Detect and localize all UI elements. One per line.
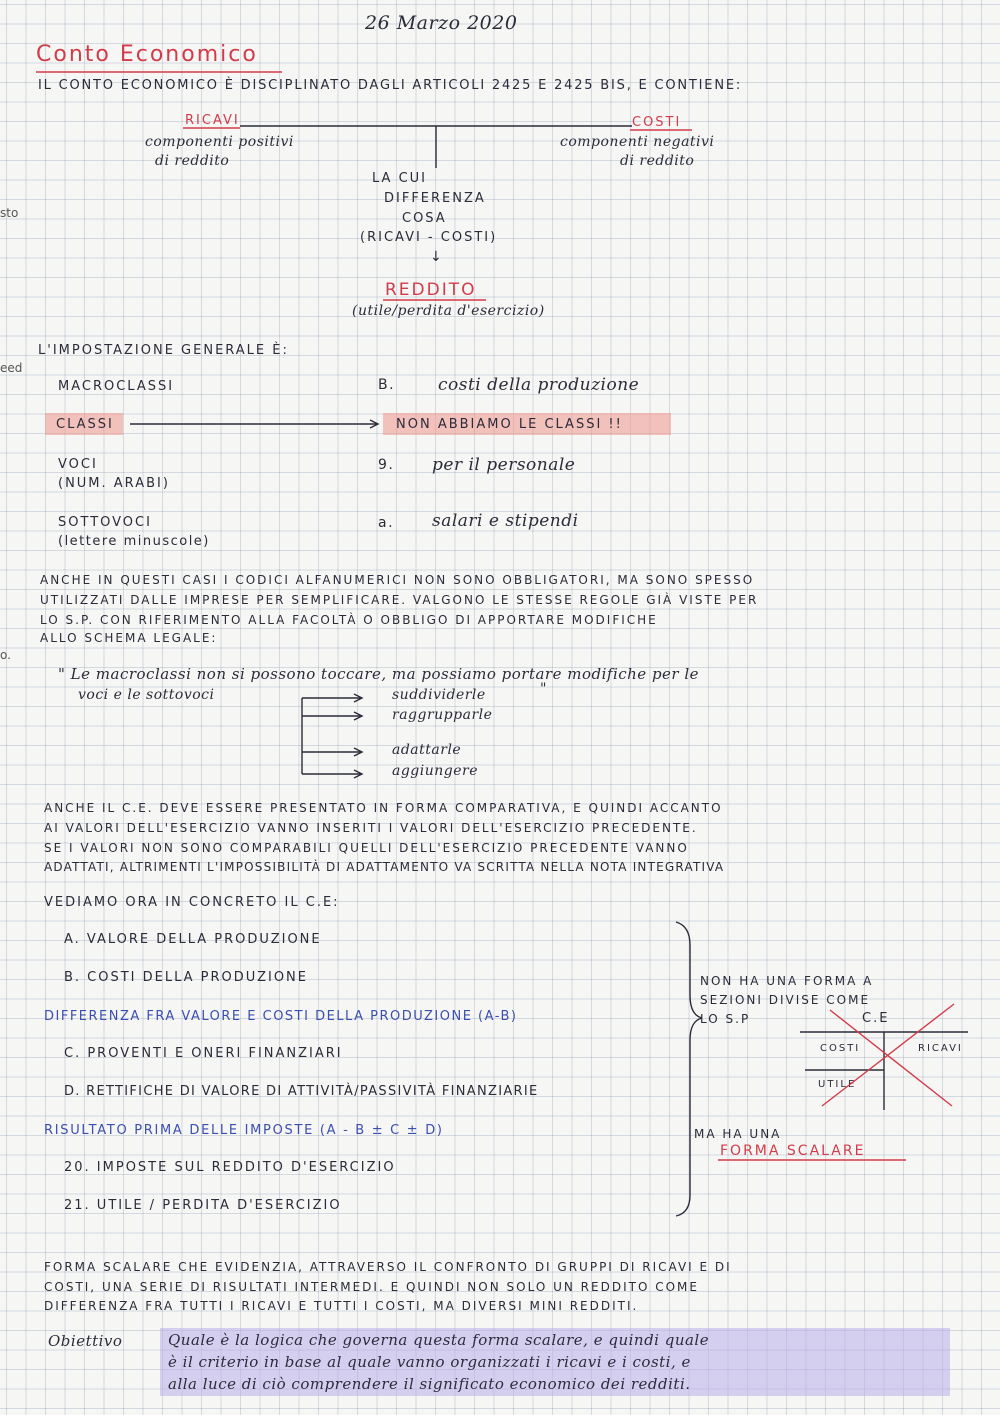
t-account-left: COSTI — [820, 1043, 861, 1054]
quote-option: aggiungere — [392, 763, 479, 779]
scheme-note: LO S.P — [700, 1012, 751, 1026]
page-title: Conto Economico — [36, 42, 258, 67]
margin-note: o. — [0, 648, 11, 662]
scheme-item: C. PROVENTI E ONERI FINANZIARI — [64, 1046, 343, 1061]
structure-sub: (NUM. ARABI) — [58, 476, 170, 491]
scheme-note: MA HA UNA — [694, 1127, 782, 1141]
intro-text: IL CONTO ECONOMICO È DISCIPLINATO DAGLI ARTICOLI 2425 E 2425 BIS, E CONTIENE: — [38, 78, 743, 93]
paragraph-line: LO S.P. CON RIFERIMENTO ALLA FACOLTÀ O OBBLIGO DI APPORTARE MODIFICHE — [40, 613, 658, 627]
paragraph-line: COSTI, UNA SERIE DI RISULTATI INTERMEDI. E QUINDI NON SOLO UN REDDITO COME — [44, 1280, 699, 1294]
scheme-item: B. COSTI DELLA PRODUZIONE — [64, 970, 308, 985]
quote-close: " — [540, 681, 547, 697]
structure-label: MACROCLASSI — [58, 379, 175, 394]
quote-line-2: voci e le sottovoci — [78, 687, 215, 703]
scheme-item: D. RETTIFICHE DI VALORE DI ATTIVITÀ/PASSIVITÀ FINANZIARIE — [64, 1084, 539, 1099]
t-account-bottom: UTILE — [818, 1079, 857, 1090]
costi-desc-2: di reddito — [620, 153, 695, 169]
reddito-desc: (utile/perdita d'esercizio) — [352, 303, 545, 319]
margin-note: eed — [0, 361, 23, 375]
paragraph-line: ANCHE IN QUESTI CASI I CODICI ALFANUMERICI NON SONO OBBLIGATORI, MA SONO SPESSO — [40, 573, 755, 587]
ricavi-desc-2: di reddito — [155, 153, 230, 169]
quote-option: raggrupparle — [392, 707, 493, 723]
scheme-note: NON HA UNA FORMA A — [700, 974, 874, 988]
paragraph-line: ADATTATI, ALTRIMENTI L'IMPOSSIBILITÀ DI ADATTAMENTO VA SCRITTA NELLA NOTA INTEGRATIVA — [44, 860, 725, 874]
structure-example: per il personale — [432, 455, 576, 475]
scheme-item: A. VALORE DELLA PRODUZIONE — [64, 932, 322, 947]
t-account-right: RICAVI — [918, 1043, 963, 1054]
diagram-mid-2: DIFFERENZA — [384, 191, 486, 206]
objective-line: Quale è la logica che governa questa forma scalare, e quindi quale — [168, 1331, 710, 1349]
structure-label: VOCI — [58, 457, 98, 472]
diagram-mid-3: COSA — [402, 211, 447, 226]
scheme-subtotal: RISULTATO PRIMA DELLE IMPOSTE (A - B ± C ± D) — [44, 1123, 444, 1138]
diagram-mid-4: (RICAVI - COSTI) — [360, 230, 498, 245]
reddito-label: REDDITO — [385, 280, 477, 300]
margin-note: sto — [0, 206, 19, 220]
paragraph-line: DIFFERENZA FRA TUTTI I RICAVI E TUTTI I COSTI, MA DIVERSI MINI REDDITI. — [44, 1299, 639, 1313]
page-date: 26 Marzo 2020 — [365, 12, 518, 34]
structure-example: costi della produzione — [438, 375, 640, 395]
structure-label: SOTTOVOCI — [58, 515, 152, 530]
quote-option: suddividerle — [392, 687, 486, 703]
costi-desc-1: componenti negativi — [560, 134, 715, 150]
paragraph-line: FORMA SCALARE CHE EVIDENZIA, ATTRAVERSO IL CONFRONTO DI GRUPPI DI RICAVI E DI — [44, 1260, 732, 1274]
diagram-mid-1: LA CUI — [372, 171, 427, 186]
ricavi-label: RICAVI — [185, 113, 240, 128]
paragraph-line: ANCHE IL C.E. DEVE ESSERE PRESENTATO IN FORMA COMPARATIVA, E QUINDI ACCANTO — [44, 801, 723, 815]
structure-code: B. — [378, 377, 396, 393]
objective-line: alla luce di ciò comprendere il significato economico dei redditi. — [168, 1375, 691, 1393]
structure-example: NON ABBIAMO LE CLASSI !! — [396, 417, 623, 432]
paragraph-line: AI VALORI DELL'ESERCIZIO VANNO INSERITI I VALORI DELL'ESERCIZIO PRECEDENTE. — [44, 821, 698, 835]
structure-sub: (lettere minuscole) — [58, 534, 210, 549]
paragraph-line: ALLO SCHEMA LEGALE: — [40, 631, 218, 645]
paragraph-line: SE I VALORI NON SONO COMPARABILI QUELLI DELL'ESERCIZIO PRECEDENTE VANNO — [44, 841, 689, 855]
ricavi-desc-1: componenti positivi — [145, 134, 294, 150]
costi-label: COSTI — [632, 115, 682, 130]
scheme-item: 21. UTILE / PERDITA D'ESERCIZIO — [64, 1198, 342, 1213]
quote-line-1: " Le macroclassi non si possono toccare, ma possiamo portare modifiche per le — [58, 665, 700, 683]
scheme-subtotal: DIFFERENZA FRA VALORE E COSTI DELLA PRODUZIONE (A-B) — [44, 1009, 518, 1024]
scheme-item: 20. IMPOSTE SUL REDDITO D'ESERCIZIO — [64, 1160, 396, 1175]
scheme-note: SEZIONI DIVISE COME — [700, 993, 871, 1007]
down-arrow-icon: ↓ — [430, 249, 444, 265]
objective-line: è il criterio in base al quale vanno organizzati i ricavi e i costi, e — [168, 1353, 691, 1371]
objective-label: Obiettivo — [48, 1332, 123, 1350]
scheme-note-emphasis: FORMA SCALARE — [720, 1143, 866, 1159]
paragraph-line: UTILIZZATI DALLE IMPRESE PER SEMPLIFICARE. VALGONO LE STESSE REGOLE GIÀ VISTE PER — [40, 593, 759, 607]
structure-label: CLASSI — [56, 417, 114, 432]
scheme-heading: VEDIAMO ORA IN CONCRETO IL C.E: — [44, 895, 340, 910]
structure-code: 9. — [378, 457, 395, 473]
structure-code: a. — [378, 515, 395, 531]
structure-heading: L'IMPOSTAZIONE GENERALE È: — [38, 343, 289, 358]
t-account-title: C.E — [862, 1011, 890, 1026]
structure-example: salari e stipendi — [432, 511, 579, 531]
quote-option: adattarle — [392, 742, 462, 758]
